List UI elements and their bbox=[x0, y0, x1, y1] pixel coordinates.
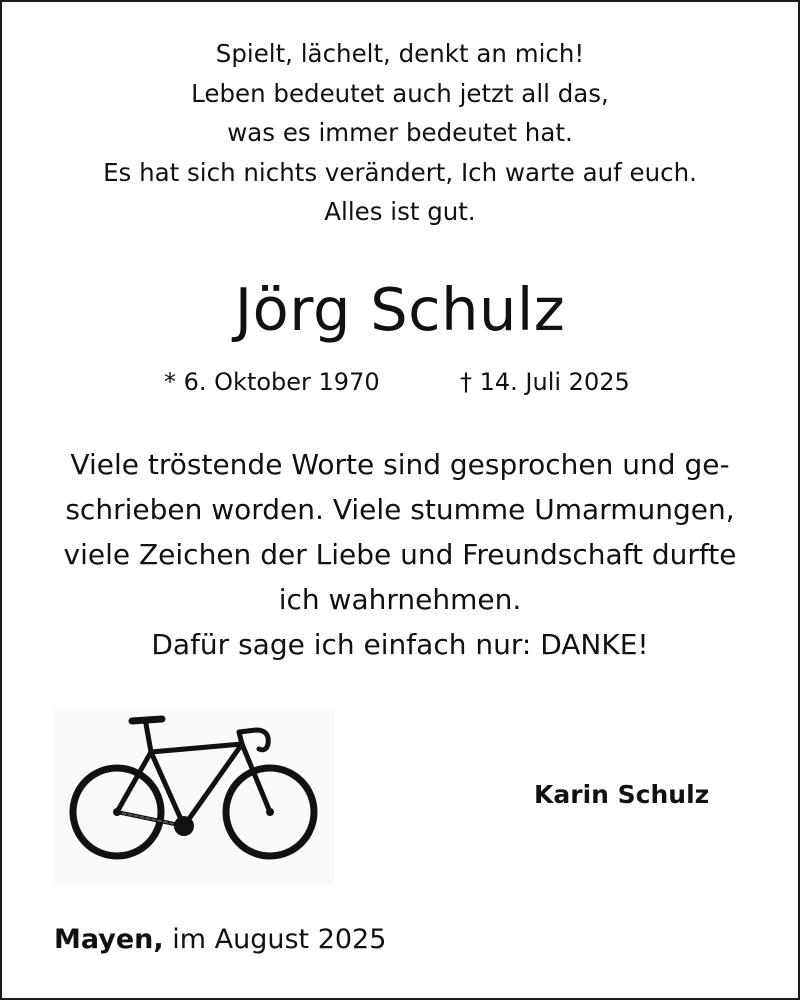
thanks-line: Dafür sage ich einfach nur: DANKE! bbox=[151, 628, 649, 661]
bicycle-icon bbox=[54, 708, 334, 886]
place-and-date bbox=[54, 920, 386, 960]
poem bbox=[2, 34, 798, 232]
thanks-line: schrieben worden. Viele stumme Umarmungen, bbox=[65, 493, 735, 526]
deceased-name: Jörg Schulz bbox=[234, 275, 566, 344]
poem-line: Alles ist gut. bbox=[324, 197, 476, 226]
birth-date: * 6. Oktober 1970 bbox=[164, 368, 380, 396]
place: Mayen, bbox=[54, 924, 164, 955]
death-date: † 14. Juli 2025 bbox=[460, 368, 630, 396]
poem-line: Es hat sich nichts verändert, Ich warte auf euch. bbox=[103, 157, 697, 187]
date: im August 2025 bbox=[163, 924, 387, 955]
thank-you-text bbox=[2, 442, 798, 667]
thanks-line: viele Zeichen der Liebe und Freundschaft durfte bbox=[63, 538, 737, 571]
poem-line: Leben bedeutet auch jetzt all das, bbox=[191, 78, 609, 108]
poem-line: Spielt, lächelt, denkt an mich! bbox=[215, 39, 585, 68]
thanks-line: ich wahrnehmen. bbox=[278, 583, 522, 616]
signer-name: Karin Schulz bbox=[534, 780, 710, 809]
thanks-line: Viele tröstende Worte sind gesprochen und ge- bbox=[70, 448, 730, 481]
poem-line: was es immer bedeutet hat. bbox=[227, 118, 573, 147]
